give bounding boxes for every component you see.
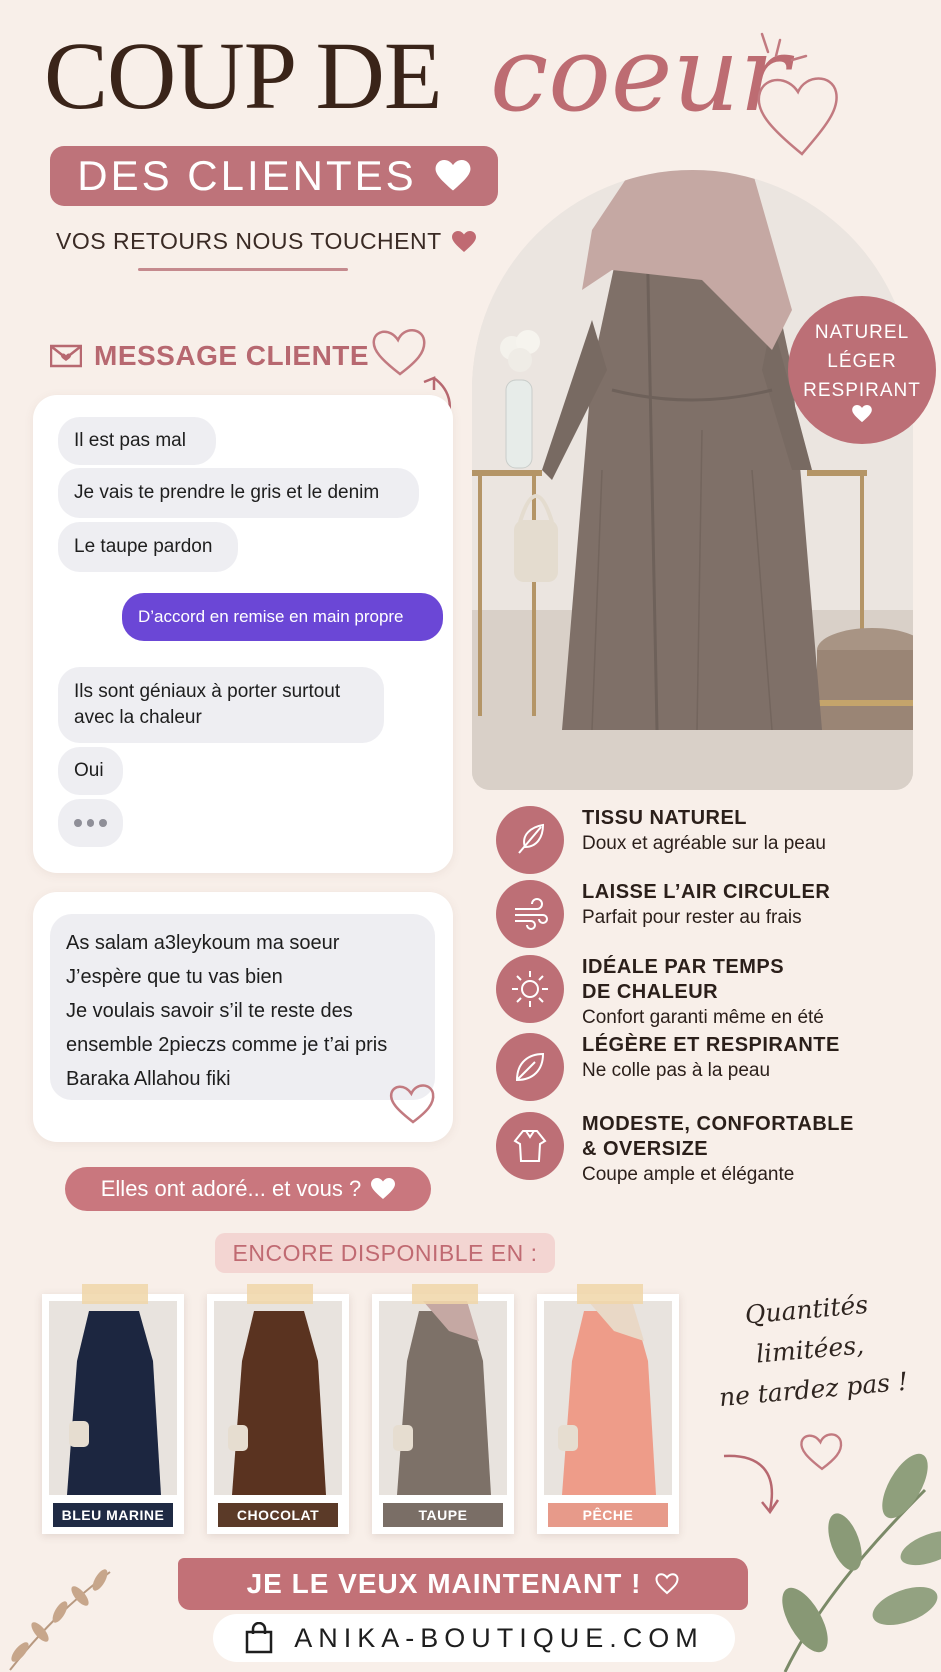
chat-line: Ils sont géniaux à porter surtout xyxy=(74,681,341,702)
subtitle-pill xyxy=(50,146,498,206)
color-card-chocolat[interactable] xyxy=(207,1294,349,1534)
title-script: coeur xyxy=(490,13,790,135)
loved-text: Elles ont adoré... et vous ? xyxy=(100,1176,362,1201)
color-photo xyxy=(544,1301,672,1495)
sun-icon xyxy=(496,955,564,1023)
color-label: CHOCOLAT xyxy=(218,1503,338,1527)
limited-note xyxy=(695,1281,925,1420)
feature-desc: Parfait pour rester au frais xyxy=(582,907,802,928)
badge-line: RESPIRANT xyxy=(803,379,921,401)
feature-title: & OVERSIZE xyxy=(582,1138,709,1160)
typing-indicator xyxy=(58,799,123,847)
tape-decoration xyxy=(577,1284,643,1304)
feature-title: LÉGÈRE ET RESPIRANTE xyxy=(582,1034,840,1056)
color-photo xyxy=(214,1301,342,1495)
tape-decoration xyxy=(412,1284,478,1304)
note-line: ne tardez pas ! xyxy=(717,1366,910,1413)
chat-bubble-incoming: Le taupe pardon xyxy=(58,522,238,572)
color-label: PÊCHE xyxy=(548,1503,668,1527)
branch-decoration xyxy=(0,1552,130,1672)
note-line: Quantités xyxy=(743,1289,870,1330)
color-photo xyxy=(49,1301,177,1495)
chat-line: J’espère que tu vas bien xyxy=(66,966,283,988)
chat-bubble-incoming xyxy=(50,914,435,1100)
message-header xyxy=(50,340,369,372)
heart-icon xyxy=(435,160,471,192)
color-photo xyxy=(379,1301,507,1495)
badge-line: LÉGER xyxy=(827,350,897,372)
feature-desc: Confort garanti même en été xyxy=(582,1007,824,1028)
chat-bubble-outgoing: D’accord en remise en main propre xyxy=(122,593,443,641)
leaves-decoration xyxy=(755,1430,941,1672)
product-photo xyxy=(472,170,913,790)
heart-icon xyxy=(852,405,872,423)
tape-decoration xyxy=(247,1284,313,1304)
feature-desc: Doux et agréable sur la peau xyxy=(582,833,826,854)
tagline-underline xyxy=(138,268,348,271)
feature-item xyxy=(496,880,916,948)
color-card-peche[interactable] xyxy=(537,1294,679,1534)
tagline xyxy=(56,228,476,255)
leaf-icon xyxy=(496,1033,564,1101)
chat-bubble-incoming: Je vais te prendre le gris et le denim xyxy=(58,468,419,518)
feature-item xyxy=(496,1033,916,1101)
subtitle-text: DES CLIENTES xyxy=(77,152,417,199)
website-url: ANIKA-BOUTIQUE.COM xyxy=(294,1622,704,1653)
feature-item xyxy=(496,1112,916,1187)
wind-icon xyxy=(496,880,564,948)
feature-desc: Ne colle pas à la peau xyxy=(582,1060,771,1081)
heart-doodle-icon xyxy=(388,1078,438,1126)
available-label: ENCORE DISPONIBLE EN : xyxy=(215,1233,555,1273)
chat-bubble-incoming xyxy=(58,667,384,743)
color-card-taupe[interactable] xyxy=(372,1294,514,1534)
color-label: TAUPE xyxy=(383,1503,503,1527)
envelope-icon xyxy=(50,343,82,369)
chat-line: ensemble 2pieczs comme je t’ai pris xyxy=(66,1034,388,1056)
heart-icon xyxy=(452,231,476,253)
feature-title: TISSU NATUREL xyxy=(582,807,748,829)
heart-doodle-icon xyxy=(750,30,850,160)
loved-pill xyxy=(65,1167,431,1211)
title-main: COUP DE xyxy=(44,22,442,129)
color-label: BLEU MARINE xyxy=(53,1503,173,1527)
feather-icon xyxy=(496,806,564,874)
feature-item xyxy=(496,806,916,874)
tagline-text: VOS RETOURS NOUS TOUCHENT xyxy=(56,228,442,254)
shopping-bag-icon xyxy=(244,1622,274,1654)
feature-title: IDÉALE PAR TEMPS xyxy=(582,956,785,978)
feature-item xyxy=(496,955,916,1030)
feature-desc: Coupe ample et élégante xyxy=(582,1164,795,1185)
feature-title: LAISSE L’AIR CIRCULER xyxy=(582,881,831,903)
natural-badge xyxy=(788,296,936,444)
chat-bubble-incoming: Oui xyxy=(58,747,123,795)
tape-decoration xyxy=(82,1284,148,1304)
cta-label: JE LE VEUX MAINTENANT ! xyxy=(246,1568,642,1599)
cta-button[interactable] xyxy=(178,1558,748,1610)
color-card-bleu-marine[interactable] xyxy=(42,1294,184,1534)
chat-line: Baraka Allahou fiki xyxy=(66,1068,231,1090)
feature-title: MODESTE, CONFORTABLE xyxy=(582,1113,854,1135)
feature-title: DE CHALEUR xyxy=(582,981,719,1003)
note-line: limitées, xyxy=(754,1330,866,1369)
chat-line: Je voulais savoir s’il te reste des xyxy=(66,1000,353,1022)
badge-line: NATUREL xyxy=(814,321,910,343)
heart-icon xyxy=(655,1573,679,1595)
website-link[interactable] xyxy=(213,1614,735,1662)
dress-icon xyxy=(496,1112,564,1180)
heart-icon xyxy=(371,1178,395,1200)
message-header-text: MESSAGE CLIENTE xyxy=(94,340,370,371)
chat-line: As salam a3leykoum ma soeur xyxy=(66,932,340,954)
chat-bubble-incoming: Il est pas mal xyxy=(58,417,216,465)
chat-line: avec la chaleur xyxy=(74,707,202,728)
